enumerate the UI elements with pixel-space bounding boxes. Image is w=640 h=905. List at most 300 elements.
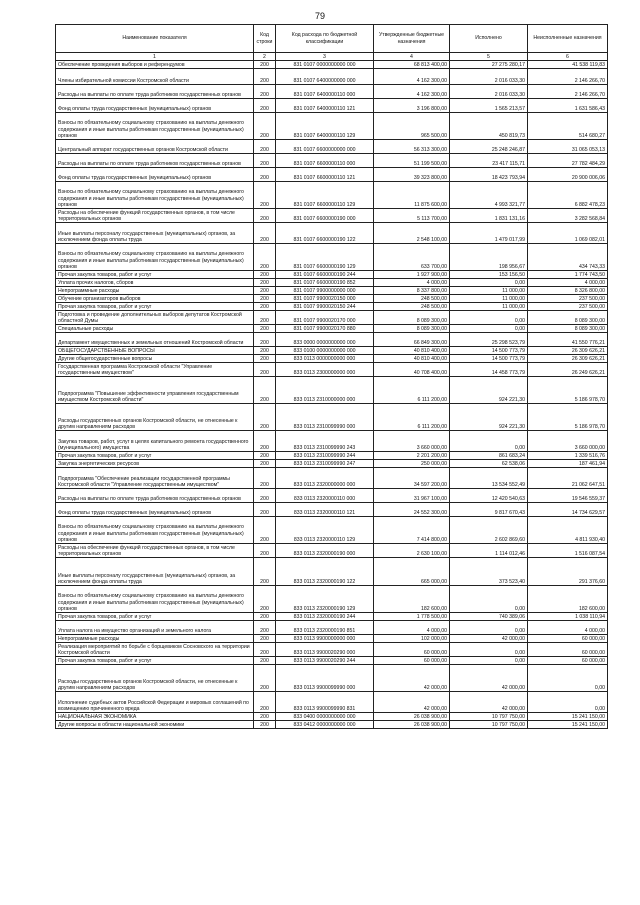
approved-cell: 182 600,00	[374, 586, 450, 613]
executed-cell: 42 000,00	[450, 665, 528, 692]
approved-cell: 965 500,00	[374, 113, 450, 140]
row-code-cell: 200	[254, 223, 276, 244]
table-row	[56, 468, 608, 489]
table-row	[56, 517, 608, 544]
unexecuted-cell: 41 538 119,83	[528, 61, 608, 69]
table-row	[56, 431, 608, 452]
row-code-cell: 200	[254, 295, 276, 303]
approved-cell: 26 038 900,00	[374, 721, 450, 729]
unexecuted-cell: 237 500,00	[528, 303, 608, 311]
approved-cell: 5 113 700,00	[374, 209, 450, 223]
unexecuted-cell: 2 146 266,70	[528, 85, 608, 99]
budget-code-cell: 831 0107 9900020150 244	[276, 303, 374, 311]
budget-code-cell: 831 0107 6400000110 000	[276, 85, 374, 99]
budget-code-cell: 831 0107 6600000190 000	[276, 209, 374, 223]
unexecuted-cell: 182 600,00	[528, 586, 608, 613]
table-row	[56, 209, 608, 223]
budget-code-cell: 833 0113 9900020290 000	[276, 643, 374, 657]
table-row	[56, 347, 608, 355]
budget-code-cell: 831 0107 6600000110 129	[276, 182, 374, 209]
executed-cell: 62 538,06	[450, 460, 528, 468]
approved-cell: 2 548 100,00	[374, 223, 450, 244]
indicator-name-cell: Государственная программа Костромской области "Управление государственным имуществом"	[56, 363, 254, 377]
row-code-cell: 200	[254, 404, 276, 431]
row-code-cell: 200	[254, 363, 276, 377]
unexecuted-cell: 60 000,00	[528, 657, 608, 665]
indicator-name-cell: Другие вопросы в области национальной экономики	[56, 721, 254, 729]
executed-cell: 2 602 869,60	[450, 517, 528, 544]
indicator-name-cell: Центральный аппарат государственных органов Костромской области	[56, 140, 254, 154]
row-code-cell: 200	[254, 333, 276, 347]
row-code-cell: 200	[254, 503, 276, 517]
budget-code-cell: 833 0113 2310099990 000	[276, 404, 374, 431]
executed-cell: 11 000,00	[450, 303, 528, 311]
executed-cell: 450 819,73	[450, 113, 528, 140]
row-code-cell: 200	[254, 325, 276, 333]
row-code-cell: 200	[254, 244, 276, 271]
indicator-name-cell: Прочая закупка товаров, работ и услуг	[56, 452, 254, 460]
header-executed: Исполнено	[450, 25, 528, 53]
indicator-name-cell: Расходы на обеспечение функций государственных органов, в том числе территориальных органов	[56, 209, 254, 223]
row-code-cell: 200	[254, 468, 276, 489]
indicator-name-cell: ОБЩЕГОСУДАРСТВЕННЫЕ ВОПРОСЫ	[56, 347, 254, 355]
row-code-cell: 200	[254, 182, 276, 209]
indicator-name-cell: Закупка товаров, работ, услуг в целях капитального ремонта государственного (муниципального) имущества	[56, 431, 254, 452]
indicator-name-cell: Взносы по обязательному социальному страхованию на выплаты денежного содержания и иные выплаты работникам государственных (муниципальных) органов	[56, 586, 254, 613]
row-code-cell: 200	[254, 665, 276, 692]
indicator-name-cell: Другие общегосударственные вопросы	[56, 355, 254, 363]
table-row	[56, 279, 608, 287]
unexecuted-cell: 26 309 626,21	[528, 355, 608, 363]
budget-code-cell: 831 0107 6600000110 000	[276, 154, 374, 168]
row-code-cell: 200	[254, 544, 276, 558]
executed-cell: 0,00	[450, 657, 528, 665]
indicator-name-cell: НАЦИОНАЛЬНАЯ ЭКОНОМИКА	[56, 713, 254, 721]
indicator-name-cell: Взносы по обязательному социальному страхованию на выплаты денежного содержания и иные выплаты работникам государственных (муниципальных) органов	[56, 517, 254, 544]
indicator-name-cell: Фонд оплаты труда государственных (муниципальных) органов	[56, 168, 254, 182]
unexecuted-cell: 1 516 087,54	[528, 544, 608, 558]
row-code-cell: 200	[254, 558, 276, 586]
row-code-cell: 200	[254, 517, 276, 544]
budget-code-cell: 833 0113 2310099990 243	[276, 431, 374, 452]
unexecuted-cell: 31 065 053,13	[528, 140, 608, 154]
indicator-name-cell: Прочая закупка товаров, работ и услуг	[56, 613, 254, 621]
approved-cell: 7 414 800,00	[374, 517, 450, 544]
row-code-cell: 200	[254, 271, 276, 279]
table-row	[56, 558, 608, 586]
unexecuted-cell: 26 249 626,21	[528, 363, 608, 377]
unexecuted-cell: 514 680,27	[528, 113, 608, 140]
approved-cell: 8 089 300,00	[374, 311, 450, 325]
row-code-cell: 200	[254, 61, 276, 69]
table-row	[56, 99, 608, 113]
table-row	[56, 657, 608, 665]
approved-cell: 248 500,00	[374, 295, 450, 303]
approved-cell: 8 337 800,00	[374, 287, 450, 295]
unexecuted-cell: 60 000,00	[528, 635, 608, 643]
table-row	[56, 355, 608, 363]
budget-code-cell: 833 0113 2320000110 121	[276, 503, 374, 517]
approved-cell: 250 000,00	[374, 460, 450, 468]
executed-cell: 373 523,40	[450, 558, 528, 586]
approved-cell: 1 927 900,00	[374, 271, 450, 279]
unexecuted-cell: 3 282 568,84	[528, 209, 608, 223]
row-code-cell: 200	[254, 209, 276, 223]
unexecuted-cell: 8 089 300,00	[528, 311, 608, 325]
unexecuted-cell: 5 186 978,70	[528, 404, 608, 431]
row-code-cell: 200	[254, 452, 276, 460]
indicator-name-cell: Прочая закупка товаров, работ и услуг	[56, 303, 254, 311]
executed-cell: 12 420 540,63	[450, 489, 528, 503]
indicator-name-cell: Расходы государственных органов Костромской области, не отнесенные к другим направлениям расходов	[56, 404, 254, 431]
budget-code-cell: 833 0113 2310000000 000	[276, 377, 374, 404]
budget-code-cell: 833 0412 0000000000 000	[276, 721, 374, 729]
indicator-name-cell: Фонд оплаты труда государственных (муниципальных) органов	[56, 99, 254, 113]
indicator-name-cell: Реализация мероприятий по борьбе с борщевиком Сосновского на территории Костромской области	[56, 643, 254, 657]
approved-cell: 4 000,00	[374, 279, 450, 287]
column-number: 1	[56, 53, 254, 61]
indicator-name-cell: Иные выплаты персоналу государственных (муниципальных) органов, за исключением фонда оплаты труда	[56, 558, 254, 586]
executed-cell: 861 683,24	[450, 452, 528, 460]
column-number: 5	[450, 53, 528, 61]
approved-cell: 665 000,00	[374, 558, 450, 586]
approved-cell: 42 000,00	[374, 665, 450, 692]
budget-code-cell: 831 0107 0000000000 000	[276, 61, 374, 69]
row-code-cell: 200	[254, 287, 276, 295]
budget-code-cell: 833 0113 2320000190 129	[276, 586, 374, 613]
executed-cell: 42 000,00	[450, 692, 528, 713]
table-row	[56, 140, 608, 154]
unexecuted-cell: 1 069 082,01	[528, 223, 608, 244]
row-code-cell: 200	[254, 621, 276, 635]
table-row	[56, 303, 608, 311]
indicator-name-cell: Члены избирательной комиссии Костромской области	[56, 69, 254, 85]
row-code-cell: 200	[254, 713, 276, 721]
executed-cell: 2 016 033,30	[450, 85, 528, 99]
indicator-name-cell: Обеспечение проведения выборов и референдумов	[56, 61, 254, 69]
table-row	[56, 85, 608, 99]
unexecuted-cell: 21 062 647,51	[528, 468, 608, 489]
table-row	[56, 271, 608, 279]
executed-cell: 25 248 246,87	[450, 140, 528, 154]
executed-cell: 13 534 552,49	[450, 468, 528, 489]
table-row	[56, 69, 608, 85]
approved-cell: 26 038 900,00	[374, 713, 450, 721]
approved-cell: 6 111 200,00	[374, 377, 450, 404]
executed-cell: 1 565 213,57	[450, 99, 528, 113]
budget-code-cell: 833 0113 2320000110 129	[276, 517, 374, 544]
indicator-name-cell: Расходы на выплаты по оплате труда работников государственных органов	[56, 85, 254, 99]
row-code-cell: 200	[254, 347, 276, 355]
approved-cell: 34 597 200,00	[374, 468, 450, 489]
approved-cell: 248 500,00	[374, 303, 450, 311]
row-code-cell: 200	[254, 113, 276, 140]
executed-cell: 11 000,00	[450, 287, 528, 295]
approved-cell: 11 875 600,00	[374, 182, 450, 209]
table-row	[56, 311, 608, 325]
indicator-name-cell: Расходы государственных органов Костромской области, не отнесенные к другим направлениям расходов	[56, 665, 254, 692]
executed-cell: 42 000,00	[450, 635, 528, 643]
indicator-name-cell: Взносы по обязательному социальному страхованию на выплаты денежного содержания и иные выплаты работникам государственных (муниципальных) органов	[56, 244, 254, 271]
row-code-cell: 200	[254, 311, 276, 325]
unexecuted-cell: 237 500,00	[528, 295, 608, 303]
column-number-row	[56, 53, 608, 61]
budget-code-cell: 833 0000 0000000000 000	[276, 333, 374, 347]
executed-cell: 1 479 017,99	[450, 223, 528, 244]
executed-cell: 740 389,06	[450, 613, 528, 621]
row-code-cell: 200	[254, 85, 276, 99]
budget-code-cell: 831 0107 6400000110 129	[276, 113, 374, 140]
budget-code-cell: 831 0107 6600000110 121	[276, 168, 374, 182]
table-row	[56, 333, 608, 347]
budget-code-cell: 833 0113 9900000000 000	[276, 635, 374, 643]
table-row	[56, 113, 608, 140]
budget-code-cell: 833 0113 2310099990 244	[276, 452, 374, 460]
table-row	[56, 295, 608, 303]
indicator-name-cell: Подпрограмма "Повышение эффективности управления государственным имуществом Костромской области"	[56, 377, 254, 404]
row-code-cell: 200	[254, 279, 276, 287]
approved-cell: 66 849 300,00	[374, 333, 450, 347]
header-row	[56, 25, 608, 53]
budget-code-cell: 833 0113 9900020290 244	[276, 657, 374, 665]
row-code-cell: 200	[254, 168, 276, 182]
indicator-name-cell: Закупка энергетических ресурсов	[56, 460, 254, 468]
indicator-name-cell: Специальные расходы	[56, 325, 254, 333]
executed-cell: 10 797 750,00	[450, 721, 528, 729]
indicator-name-cell: Расходы на выплаты по оплате труда работников государственных органов	[56, 154, 254, 168]
table-row	[56, 404, 608, 431]
column-number: 3	[276, 53, 374, 61]
unexecuted-cell: 26 309 626,21	[528, 347, 608, 355]
column-number: 2	[254, 53, 276, 61]
row-code-cell: 200	[254, 721, 276, 729]
budget-code-cell: 833 0113 2320000190 000	[276, 544, 374, 558]
unexecuted-cell: 6 882 478,23	[528, 182, 608, 209]
budget-code-cell: 833 0113 2320000190 244	[276, 613, 374, 621]
executed-cell: 0,00	[450, 643, 528, 657]
approved-cell: 60 000,00	[374, 657, 450, 665]
budget-code-cell: 833 0113 0000000000 000	[276, 355, 374, 363]
budget-code-cell: 831 0107 6600000190 122	[276, 223, 374, 244]
indicator-name-cell: Прочая закупка товаров, работ и услуг	[56, 657, 254, 665]
indicator-name-cell: Прочая закупка товаров, работ и услуг	[56, 271, 254, 279]
column-number: 6	[528, 53, 608, 61]
header-row-code: Код строки	[254, 25, 276, 53]
column-number: 4	[374, 53, 450, 61]
row-code-cell: 200	[254, 643, 276, 657]
row-code-cell: 200	[254, 692, 276, 713]
executed-cell: 14 458 773,79	[450, 363, 528, 377]
approved-cell: 1 778 500,00	[374, 613, 450, 621]
table-row	[56, 363, 608, 377]
table-row	[56, 325, 608, 333]
executed-cell: 10 797 750,00	[450, 713, 528, 721]
approved-cell: 4 162 300,00	[374, 69, 450, 85]
row-code-cell: 200	[254, 377, 276, 404]
approved-cell: 8 089 300,00	[374, 325, 450, 333]
budget-code-cell: 833 0113 9900099990 831	[276, 692, 374, 713]
indicator-name-cell: Обучение организаторов выборов	[56, 295, 254, 303]
table-row	[56, 713, 608, 721]
budget-code-cell: 833 0113 2320000110 000	[276, 489, 374, 503]
executed-cell: 25 298 523,79	[450, 333, 528, 347]
budget-code-cell: 833 0100 0000000000 000	[276, 347, 374, 355]
approved-cell: 6 111 200,00	[374, 404, 450, 431]
unexecuted-cell: 4 000,00	[528, 279, 608, 287]
indicator-name-cell: Взносы по обязательному социальному страхованию на выплаты денежного содержания и иные выплаты работникам государственных (муниципальных) органов	[56, 182, 254, 209]
indicator-name-cell: Подпрограмма "Обеспечение реализации государственной программы Костромской области "Управление государственным имуществом"	[56, 468, 254, 489]
executed-cell: 9 817 670,43	[450, 503, 528, 517]
approved-cell: 3 660 000,00	[374, 431, 450, 452]
indicator-name-cell: Непрограммные расходы	[56, 635, 254, 643]
table-row	[56, 154, 608, 168]
table-row	[56, 721, 608, 729]
page-number: 79	[314, 11, 325, 21]
approved-cell: 31 967 100,00	[374, 489, 450, 503]
row-code-cell: 200	[254, 154, 276, 168]
approved-cell: 60 000,00	[374, 643, 450, 657]
row-code-cell: 200	[254, 460, 276, 468]
approved-cell: 3 196 800,00	[374, 99, 450, 113]
header-indicator-name: Наименование показателя	[56, 25, 254, 53]
unexecuted-cell: 291 376,60	[528, 558, 608, 586]
executed-cell: 153 156,50	[450, 271, 528, 279]
budget-code-cell: 831 0107 6600000190 244	[276, 271, 374, 279]
table-row	[56, 613, 608, 621]
indicator-name-cell: Взносы по обязательному социальному страхованию на выплаты денежного содержания и иные выплаты работникам государственных (муниципальных) органов	[56, 113, 254, 140]
approved-cell: 42 000,00	[374, 692, 450, 713]
unexecuted-cell: 1 631 586,43	[528, 99, 608, 113]
executed-cell: 27 275 280,17	[450, 61, 528, 69]
executed-cell: 23 417 115,71	[450, 154, 528, 168]
approved-cell: 39 323 800,00	[374, 168, 450, 182]
table-row	[56, 244, 608, 271]
budget-code-cell: 833 0400 0000000000 000	[276, 713, 374, 721]
executed-cell: 18 423 793,94	[450, 168, 528, 182]
unexecuted-cell: 4 000,00	[528, 621, 608, 635]
approved-cell: 51 199 500,00	[374, 154, 450, 168]
approved-cell: 24 552 300,00	[374, 503, 450, 517]
budget-code-cell: 831 0107 6600000190 852	[276, 279, 374, 287]
unexecuted-cell: 15 241 150,00	[528, 721, 608, 729]
unexecuted-cell: 2 146 266,70	[528, 69, 608, 85]
table-row	[56, 621, 608, 635]
unexecuted-cell: 1 339 516,76	[528, 452, 608, 460]
unexecuted-cell: 1 038 110,94	[528, 613, 608, 621]
approved-cell: 40 708 400,00	[374, 363, 450, 377]
unexecuted-cell: 60 000,00	[528, 643, 608, 657]
approved-cell: 633 700,00	[374, 244, 450, 271]
executed-cell: 14 500 773,79	[450, 347, 528, 355]
unexecuted-cell: 19 546 559,37	[528, 489, 608, 503]
budget-code-cell: 833 0113 2300000000 000	[276, 363, 374, 377]
indicator-name-cell: Непрограммные расходы	[56, 287, 254, 295]
executed-cell: 0,00	[450, 431, 528, 452]
table-row	[56, 460, 608, 468]
row-code-cell: 200	[254, 69, 276, 85]
approved-cell: 40 810 400,00	[374, 347, 450, 355]
row-code-cell: 200	[254, 657, 276, 665]
row-code-cell: 200	[254, 140, 276, 154]
unexecuted-cell: 3 660 000,00	[528, 431, 608, 452]
approved-cell: 68 813 400,00	[374, 61, 450, 69]
row-code-cell: 200	[254, 303, 276, 311]
unexecuted-cell: 20 900 006,06	[528, 168, 608, 182]
unexecuted-cell: 0,00	[528, 665, 608, 692]
unexecuted-cell: 5 186 978,70	[528, 377, 608, 404]
indicator-name-cell: Департамент имущественных и земельных отношений Костромской области	[56, 333, 254, 347]
budget-execution-table	[55, 24, 608, 729]
budget-code-cell: 833 0113 9900099990 000	[276, 665, 374, 692]
indicator-name-cell: Фонд оплаты труда государственных (муниципальных) органов	[56, 503, 254, 517]
unexecuted-cell: 15 241 150,00	[528, 713, 608, 721]
budget-code-cell: 831 0107 6400000110 121	[276, 99, 374, 113]
budget-code-cell: 831 0107 6600000000 000	[276, 140, 374, 154]
table-row	[56, 635, 608, 643]
budget-code-cell: 833 0113 2320000190 122	[276, 558, 374, 586]
budget-code-cell: 831 0107 9900020170 000	[276, 311, 374, 325]
table-body	[56, 61, 608, 729]
table-row	[56, 377, 608, 404]
executed-cell: 1 831 131,16	[450, 209, 528, 223]
executed-cell: 14 500 773,79	[450, 355, 528, 363]
unexecuted-cell: 8 089 300,00	[528, 325, 608, 333]
budget-code-cell: 831 0107 9900000000 000	[276, 287, 374, 295]
executed-cell: 1 114 012,46	[450, 544, 528, 558]
indicator-name-cell: Иные выплаты персоналу государственных (муниципальных) органов, за исключением фонда оплаты труда	[56, 223, 254, 244]
row-code-cell: 200	[254, 635, 276, 643]
indicator-name-cell: Исполнение судебных актов Российской Федерации и мировых соглашений по возмещению причиненного вреда	[56, 692, 254, 713]
approved-cell: 2 630 100,00	[374, 544, 450, 558]
indicator-name-cell: Уплата прочих налогов, сборов	[56, 279, 254, 287]
table-row	[56, 182, 608, 209]
table-row	[56, 544, 608, 558]
approved-cell: 40 810 400,00	[374, 355, 450, 363]
executed-cell: 2 016 033,30	[450, 69, 528, 85]
indicator-name-cell: Расходы на обеспечение функций государственных органов, в том числе территориальных органов	[56, 544, 254, 558]
executed-cell: 0,00	[450, 311, 528, 325]
row-code-cell: 200	[254, 489, 276, 503]
approved-cell: 4 000,00	[374, 621, 450, 635]
header-unexecuted: Неисполненные назначения	[528, 25, 608, 53]
header-budget-code: Код расхода по бюджетной классификации	[276, 25, 374, 53]
executed-cell: 4 993 321,77	[450, 182, 528, 209]
unexecuted-cell: 8 326 800,00	[528, 287, 608, 295]
table-row	[56, 61, 608, 69]
table-row	[56, 287, 608, 295]
executed-cell: 198 956,67	[450, 244, 528, 271]
executed-cell: 0,00	[450, 325, 528, 333]
unexecuted-cell: 187 461,94	[528, 460, 608, 468]
executed-cell: 0,00	[450, 586, 528, 613]
row-code-cell: 200	[254, 431, 276, 452]
unexecuted-cell: 434 743,33	[528, 244, 608, 271]
executed-cell: 11 000,00	[450, 295, 528, 303]
budget-code-cell: 831 0107 6600000190 129	[276, 244, 374, 271]
indicator-name-cell: Уплата налога на имущество организаций и земельного налога	[56, 621, 254, 635]
table-row	[56, 452, 608, 460]
executed-cell: 0,00	[450, 279, 528, 287]
budget-code-cell: 831 0107 9900020170 880	[276, 325, 374, 333]
table-row	[56, 586, 608, 613]
executed-cell: 924 221,30	[450, 377, 528, 404]
approved-cell: 56 313 300,00	[374, 140, 450, 154]
table-row	[56, 489, 608, 503]
unexecuted-cell: 41 550 776,21	[528, 333, 608, 347]
unexecuted-cell: 0,00	[528, 692, 608, 713]
row-code-cell: 200	[254, 613, 276, 621]
unexecuted-cell: 27 782 484,29	[528, 154, 608, 168]
